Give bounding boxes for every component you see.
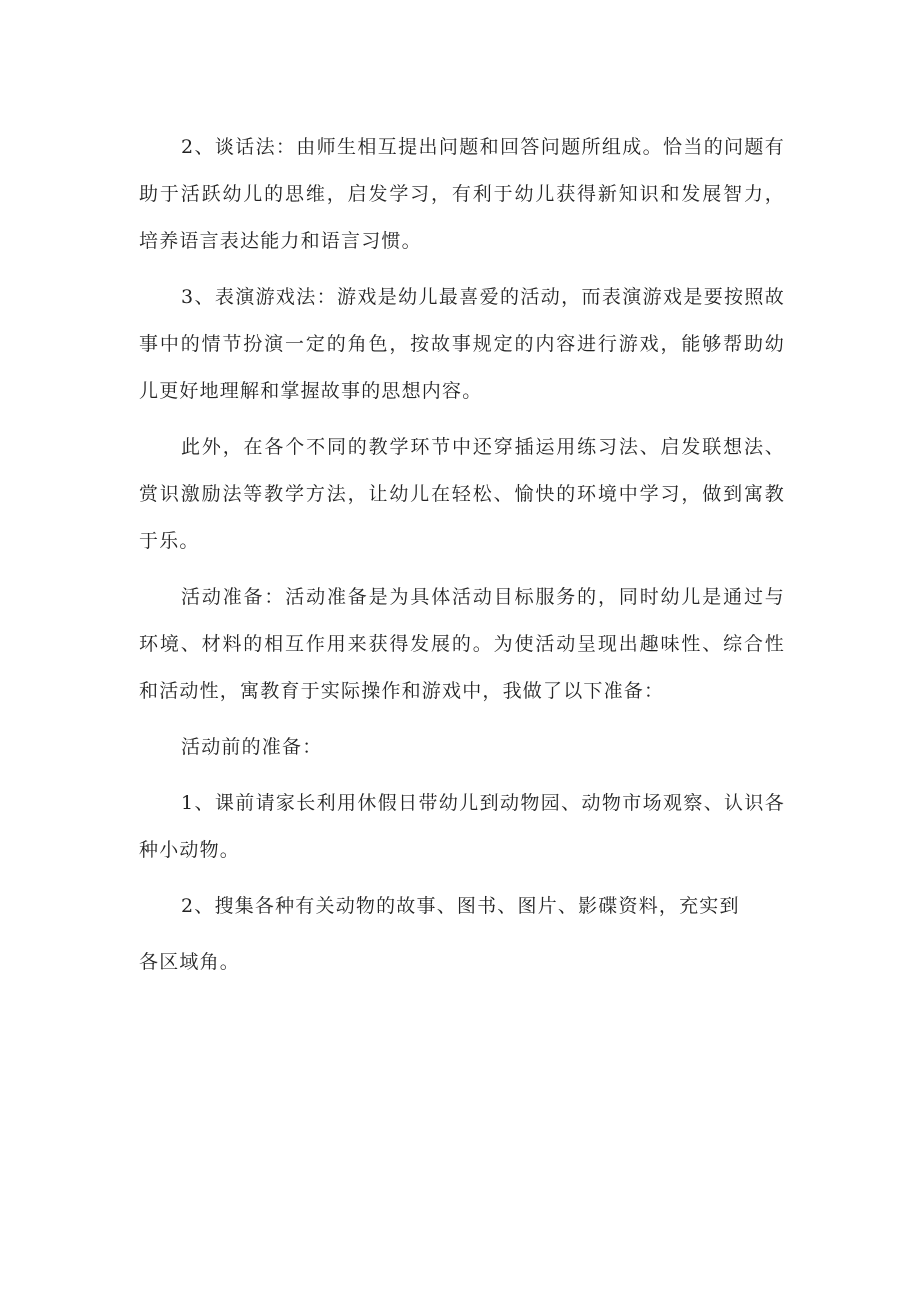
paragraph-preparation-item-2-continued: 各区域角。 — [139, 951, 241, 973]
paragraph-preparation-item-2: 2、搜集各种有关动物的故事、图书、图片、影碟资料，充实到 — [181, 895, 740, 917]
paragraph-preparation-item-1: 1、课前请家长利用休假日带幼儿到动物园、动物市场观察、认识各种小动物。 — [139, 792, 785, 861]
paragraph-activity-preparation: 活动准备：活动准备是为具体活动目标服务的，同时幼儿是通过与环境、材料的相互作用来获得发展的。为使活动呈现出趣味性、综合性和活动性，寓教育于实际操作和游戏中，我做了以下准备： — [139, 586, 785, 702]
paragraph-pre-activity-heading: 活动前的准备： — [181, 736, 323, 758]
paragraph-talk-method: 2、谈话法：由师生相互提出问题和回答问题所组成。恰当的问题有助于活跃幼儿的思维，启发学习，有利于幼儿获得新知识和发展智力，培养语言表达能力和语言习惯。 — [139, 136, 785, 252]
document-body — [139, 124, 785, 986]
paragraph-performance-game-method: 3、表演游戏法：游戏是幼儿最喜爱的活动，而表演游戏是要按照故事中的情节扮演一定的角色，按故事规定的内容进行游戏，能够帮助幼儿更好地理解和掌握故事的思想内容。 — [139, 286, 785, 402]
paragraph-other-methods: 此外，在各个不同的教学环节中还穿插运用练习法、启发联想法、赏识激励法等教学方法，让幼儿在轻松、愉快的环境中学习，做到寓教于乐。 — [139, 436, 785, 552]
